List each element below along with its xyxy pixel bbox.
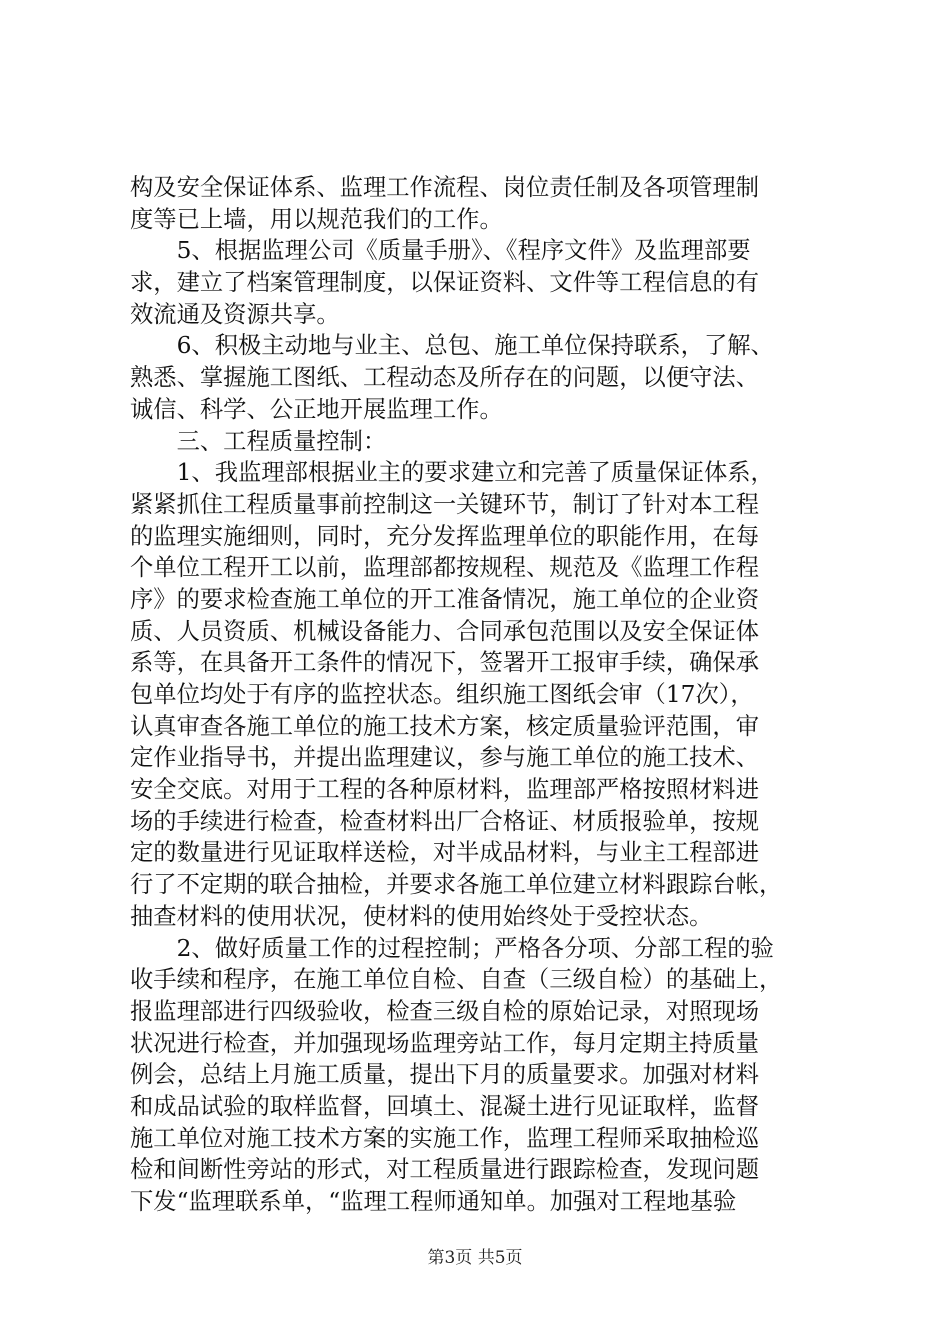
document-text [130,172,830,1218]
text-line: 收手续和程序，在施工单位自检、自查（三级自检）的基础上， [130,966,783,994]
section-heading: 三、工程质量控制： [130,427,387,455]
text-line: 行了不定期的联合抽检，并要求各施工单位建立材料跟踪台帐， [130,871,783,899]
text-line: 2、做好质量工作的过程控制；严格各分项、分部工程的验 [130,934,774,962]
text-line: 包单位均处于有序的监控状态。组织施工图纸会审（17次）， [130,681,754,708]
text-line: 求，建立了档案管理制度，以保证资料、文件等工程信息的有 [130,269,760,297]
text-line: 抽查材料的使用状况，使材料的使用始终处于受控状态。 [130,902,713,930]
text-line: 定作业指导书，并提出监理建议，参与施工单位的施工技术、 [130,744,760,772]
text-line: 下发“监理联系单，“监理工程师通知单。加强对工程地基验 [130,1188,737,1215]
text-line: 6、积极主动地与业主、总包、施工单位保持联系，了解、 [130,332,774,360]
text-line: 构及安全保证体系、监理工作流程、岗位责任制及各项管理制 [130,174,760,201]
text-line: 检和间断性旁站的形式，对工程质量进行跟踪检查，发现问题 [130,1156,760,1184]
text-line: 状况进行检查，并加强现场监理旁站工作，每月定期主持质量 [130,1029,760,1057]
text-line: 熟悉、掌握施工图纸、工程动态及所存在的问题，以便守法、 [130,364,760,392]
text-line: 诚信、科学、公正地开展监理工作。 [130,395,503,423]
text-line: 认真审查各施工单位的施工技术方案，核定质量验评范围，审 [130,712,760,740]
text-line: 例会，总结上月施工质量，提出下月的质量要求。加强对材料 [130,1061,760,1089]
text-line: 序》的要求检查施工单位的开工准备情况，施工单位的企业资 [130,585,760,613]
text-line: 5、根据监理公司《质量手册》、《程序文件》及监理部要 [130,237,751,265]
text-line: 施工单位对施工技术方案的实施工作，监理工程师采取抽检巡 [130,1124,760,1152]
page-indicator: 第3页 共5页 [427,1248,523,1268]
text-line: 个单位工程开工以前，监理部都按规程、规范及《监理工作程 [130,554,760,582]
text-line: 系等，在具备开工条件的情况下，签署开工报审手续，确保承 [130,649,760,677]
text-line: 质、人员资质、机械设备能力、合同承包范围以及安全保证体 [130,617,760,645]
document-body [130,172,830,1218]
text-line: 的监理实施细则，同时，充分发挥监理单位的职能作用，在每 [130,522,760,550]
text-line: 报监理部进行四级验收，检查三级自检的原始记录，对照现场 [130,997,760,1025]
text-line: 紧紧抓住工程质量事前控制这一关键环节，制订了针对本工程 [130,490,760,518]
page-footer [0,1247,950,1269]
text-line: 效流通及资源共享。 [130,300,340,328]
text-line: 安全交底。对用于工程的各种原材料，监理部严格按照材料进 [130,776,760,804]
text-line: 度等已上墙，用以规范我们的工作。 [130,205,503,233]
text-line: 1、我监理部根据业主的要求建立和完善了质量保证体系， [130,459,774,487]
text-line: 场的手续进行检查，检查材料出厂合格证、材质报验单，按规 [130,807,760,835]
text-line: 和成品试验的取样监督，回填土、混凝土进行见证取样，监督 [130,1092,760,1120]
text-line: 定的数量进行见证取样送检，对半成品材料，与业主工程部进 [130,839,760,867]
